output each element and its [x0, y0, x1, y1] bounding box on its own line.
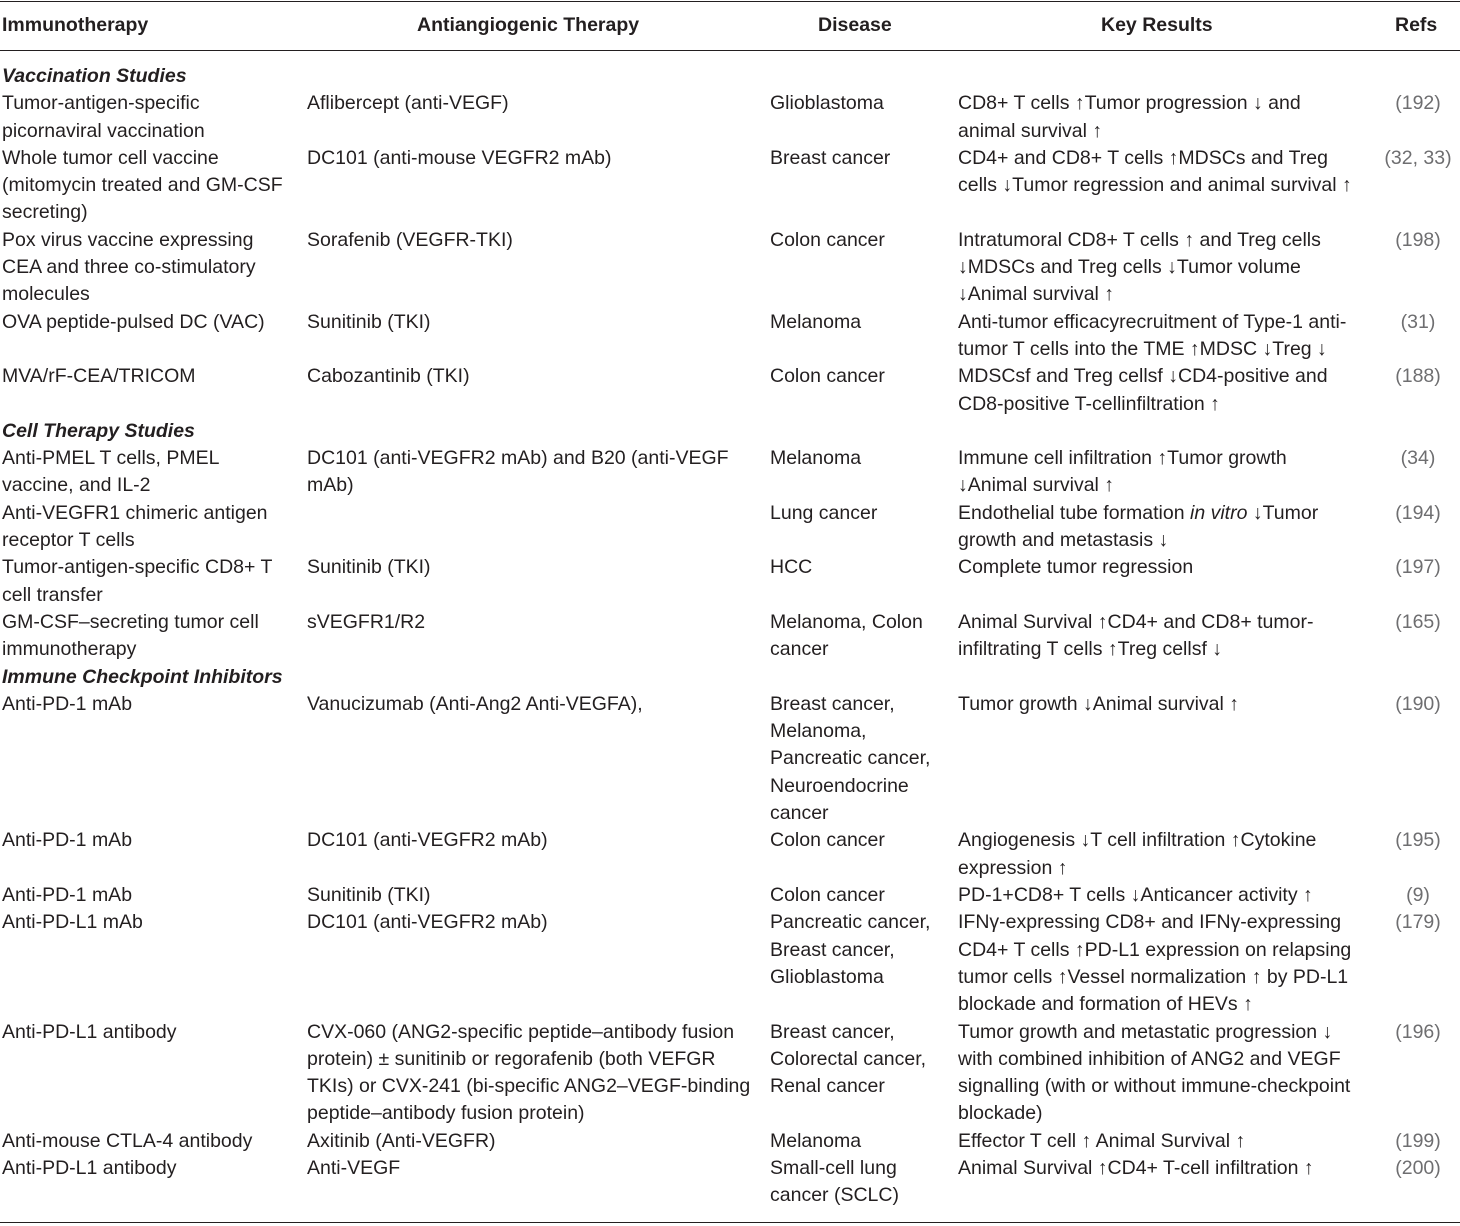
cell-antiangiogenic-therapy	[307, 145, 612, 172]
cell-antiangiogenic-therapy	[307, 827, 548, 854]
cell-disease	[770, 500, 877, 527]
cell-text-line: vaccine, and IL-2	[2, 474, 151, 497]
cell-antiangiogenic-therapy	[307, 882, 431, 909]
cell-text-line: Colon cancer	[770, 228, 885, 251]
cell-text-line: Neuroendocrine	[770, 774, 909, 797]
cell-text-line: Breast cancer,	[770, 938, 895, 961]
cell-antiangiogenic-therapy	[307, 363, 470, 390]
cell-antiangiogenic-therapy	[307, 227, 513, 254]
cell-disease	[770, 909, 930, 991]
cell-refs: (192)	[1395, 92, 1441, 115]
cell-antiangiogenic-therapy	[307, 909, 548, 936]
cell-text-line: cell transfer	[2, 583, 103, 606]
cell-text-line: DC101 (anti-VEGFR2 mAb)	[307, 829, 548, 852]
cell-text-line: Vanucizumab (Anti-Ang2 Anti-VEGFA),	[307, 692, 643, 715]
cell-text-line: Endothelial tube formation in vitro ↓Tumor	[958, 501, 1319, 524]
cell-text-line: DC101 (anti-VEGFR2 mAb) and B20 (anti-VEGF	[307, 447, 729, 470]
cell-text-line: Melanoma,	[770, 720, 867, 743]
cell-text-line: Anti-PMEL T cells, PMEL	[2, 447, 220, 470]
cell-text-line: CD4+ and CD8+ T cells ↑MDSCs and Treg	[958, 146, 1328, 169]
cell-text-line: infiltrating T cells ↑Treg cellsf ↓	[958, 638, 1223, 661]
cell-disease	[770, 554, 812, 581]
cell-text-line: picornaviral vaccination	[2, 119, 205, 142]
cell-key-results	[958, 1155, 1314, 1182]
cell-text-line: Melanoma	[770, 1129, 862, 1152]
cell-disease	[770, 1128, 861, 1155]
cell-text-line: expression ↑	[958, 856, 1068, 879]
cell-refs: (31)	[1400, 310, 1436, 333]
cell-text-line: with combined inhibition of ANG2 and VEGF	[958, 1047, 1341, 1070]
cell-immunotherapy	[2, 227, 256, 309]
cell-text-line: Renal cancer	[770, 1075, 885, 1098]
cell-text-line: tumor cells ↑Vessel normalization ↑ by PD-L1	[958, 965, 1349, 988]
cell-text-line: Small-cell lung	[770, 1157, 897, 1179]
cell-refs: (195)	[1395, 829, 1441, 852]
cell-text-line: cancer	[770, 802, 829, 825]
cell-text-line: receptor T cells	[2, 529, 135, 552]
cell-key-results	[958, 445, 1287, 500]
cell-text-line: Sorafenib (VEGFR-TKI)	[307, 228, 513, 251]
cell-disease	[770, 827, 885, 854]
cell-text-line: Sunitinib (TKI)	[307, 884, 431, 906]
cell-text-line: Colon cancer	[770, 829, 885, 852]
cell-key-results	[958, 90, 1301, 145]
cell-text-line: CD8-positive T-cellinfiltration ↑	[958, 392, 1220, 415]
cell-text-line: Tumor-antigen-specific CD8+ T	[2, 556, 273, 579]
cell-text-line: Melanoma	[770, 447, 862, 470]
cell-text-line: tumor T cells into the TME ↑MDSC ↓Treg ↓	[958, 337, 1327, 360]
cell-text-line: Colon cancer	[770, 884, 885, 906]
cell-text-line: Anti-PD-L1 antibody	[2, 1020, 177, 1043]
cell-refs: (196)	[1395, 1020, 1441, 1043]
cell-disease	[770, 227, 885, 254]
cell-text-line: Anti-PD-1 mAb	[2, 692, 133, 715]
cell-antiangiogenic-therapy	[307, 309, 431, 336]
cell-text-line: protein) ± sunitinib or regorafenib (both VEFGR	[307, 1047, 716, 1070]
cell-text-line: GM-CSF–secreting tumor cell	[2, 611, 259, 633]
cell-text-line: molecules	[2, 283, 90, 306]
cell-immunotherapy	[2, 500, 268, 555]
cell-text-line: MDSCsf and Treg cellsf ↓CD4-positive and	[958, 365, 1328, 388]
cell-text-line: TKIs) or CVX-241 (bi-specific ANG2–VEGF-binding	[307, 1075, 751, 1098]
cell-immunotherapy	[2, 1019, 177, 1046]
cell-text-line: Axitinib (Anti-VEGFR)	[307, 1129, 496, 1152]
cell-text-line: Lung cancer	[770, 501, 878, 524]
cell-text-line: OVA peptide-pulsed DC (VAC)	[2, 310, 265, 333]
cell-immunotherapy	[2, 691, 132, 718]
cell-antiangiogenic-therapy	[307, 90, 509, 117]
cell-text-line: blockade and formation of HEVs ↑	[958, 993, 1253, 1016]
cell-text-line: Cabozantinib (TKI)	[307, 365, 470, 388]
cell-text-line: Anti-tumor efficacyrecruitment of Type-1 anti-	[958, 310, 1347, 333]
cell-text-line: CEA and three co-stimulatory	[2, 256, 256, 279]
cell-refs: (188)	[1395, 365, 1441, 388]
cell-text-line: cells ↓Tumor regression and animal survival ↑	[958, 174, 1352, 197]
cell-refs: (198)	[1395, 228, 1441, 251]
cell-text-line: PD-1+CD8+ T cells ↓Anticancer activity ↑	[958, 884, 1313, 906]
cell-disease	[770, 882, 885, 909]
cell-text-line: ↓Animal survival ↑	[958, 283, 1115, 306]
cell-text-line: Anti-PD-1 mAb	[2, 829, 133, 852]
cell-immunotherapy	[2, 1128, 252, 1155]
cell-antiangiogenic-therapy	[307, 445, 729, 500]
cell-text-line: secreting)	[2, 201, 88, 224]
cell-text-line: CD4+ T cells ↑PD-L1 expression on relapsing	[958, 938, 1352, 961]
cell-refs: (200)	[1395, 1157, 1441, 1179]
cell-text-line: (mitomycin treated and GM-CSF	[2, 174, 283, 197]
cell-text-line: Breast cancer,	[770, 692, 895, 715]
cell-text-line: Angiogenesis ↓T cell infiltration ↑Cytokine	[958, 829, 1317, 852]
section-title: Immune Checkpoint Inhibitors	[2, 665, 283, 688]
cell-disease	[770, 445, 861, 472]
cell-text-line: Tumor growth ↓Animal survival ↑	[958, 692, 1240, 715]
column-header-disease: Disease	[818, 14, 892, 36]
header-rule	[0, 50, 1460, 51]
cell-key-results	[958, 554, 1193, 581]
cell-antiangiogenic-therapy	[307, 609, 425, 636]
cell-text-line: Aflibercept (anti-VEGF)	[307, 92, 509, 115]
cell-key-results	[958, 827, 1316, 882]
cell-immunotherapy	[2, 363, 196, 390]
cell-text-line: Anti-VEGFR1 chimeric antigen	[2, 501, 268, 524]
column-header-refs: Refs	[1395, 14, 1438, 36]
cell-text-line: Colorectal cancer,	[770, 1047, 927, 1070]
cell-key-results	[958, 882, 1313, 909]
cell-immunotherapy	[2, 445, 219, 500]
cell-key-results	[958, 1019, 1350, 1128]
cell-immunotherapy	[2, 1155, 177, 1182]
cell-text-line: CVX-060 (ANG2-specific peptide–antibody fusion	[307, 1020, 735, 1043]
cell-text-line: Sunitinib (TKI)	[307, 556, 431, 579]
cell-text-line: animal survival ↑	[958, 119, 1103, 142]
cell-text-line: cancer	[770, 638, 829, 661]
cell-text-line: Anti-VEGF	[307, 1157, 401, 1179]
cell-text-line: peptide–antibody fusion protein)	[307, 1102, 585, 1125]
cell-text-line: Anti-PD-1 mAb	[2, 884, 133, 906]
cell-immunotherapy	[2, 909, 143, 936]
cell-key-results	[958, 909, 1351, 1018]
cell-text-line: Complete tumor regression	[958, 556, 1194, 579]
cell-antiangiogenic-therapy	[307, 691, 643, 718]
cell-text-line: Sunitinib (TKI)	[307, 310, 431, 333]
cell-text-line: Animal Survival ↑CD4+ and CD8+ tumor-	[958, 611, 1314, 633]
cell-text-line: sVEGFR1/R2	[307, 611, 426, 633]
cell-disease	[770, 145, 890, 172]
cell-key-results	[958, 227, 1321, 309]
cell-immunotherapy	[2, 554, 272, 609]
cell-text-line: Glioblastoma	[770, 965, 884, 988]
cell-text-line: growth and metastasis ↓	[958, 529, 1169, 552]
cell-text-line: blockade)	[958, 1102, 1043, 1125]
column-header-antiangiogenic-therapy: Antiangiogenic Therapy	[417, 14, 640, 36]
cell-immunotherapy	[2, 827, 132, 854]
cell-text-line: Whole tumor cell vaccine	[2, 146, 219, 169]
cell-text-line: Glioblastoma	[770, 92, 884, 115]
cell-text-line: Tumor-antigen-specific	[2, 92, 200, 115]
column-header-key-results: Key Results	[1101, 14, 1213, 36]
cell-refs: (179)	[1395, 911, 1441, 934]
cell-text-line: ↓MDSCs and Treg cells ↓Tumor volume	[958, 256, 1301, 279]
cell-text-line: DC101 (anti-mouse VEGFR2 mAb)	[307, 146, 612, 169]
bottom-rule	[0, 1222, 1460, 1223]
cell-text-line: Pancreatic cancer,	[770, 747, 931, 770]
cell-refs: (34)	[1400, 447, 1436, 470]
cell-refs: (32, 33)	[1384, 146, 1452, 169]
cell-text-line: Melanoma, Colon	[770, 611, 923, 633]
cell-immunotherapy	[2, 309, 265, 336]
cell-text-line: immunotherapy	[2, 638, 137, 661]
cell-text-line: Anti-PD-L1 mAb	[2, 911, 143, 934]
cell-text-line: Melanoma	[770, 310, 862, 333]
cell-text-line: Pox virus vaccine expressing	[2, 228, 254, 251]
cell-text-line: HCC	[770, 556, 813, 579]
cell-text-line: Pancreatic cancer,	[770, 911, 931, 934]
cell-key-results	[958, 691, 1239, 718]
cell-key-results	[958, 500, 1318, 555]
cell-disease	[770, 609, 923, 664]
cell-text-line: mAb)	[307, 474, 354, 497]
cell-refs: (190)	[1395, 692, 1441, 715]
cell-antiangiogenic-therapy	[307, 554, 431, 581]
cell-immunotherapy	[2, 882, 132, 909]
cell-key-results	[958, 363, 1328, 418]
cell-text-line: IFNγ-expressing CD8+ and IFNγ-expressing	[958, 911, 1342, 934]
cell-text-line: Intratumoral CD8+ T cells ↑ and Treg cells	[958, 228, 1321, 251]
cell-disease	[770, 1019, 926, 1101]
cell-text-line: Colon cancer	[770, 365, 885, 388]
cell-antiangiogenic-therapy	[307, 1128, 496, 1155]
cell-key-results	[958, 145, 1352, 200]
cell-refs: (199)	[1395, 1129, 1441, 1152]
top-rule	[0, 1, 1460, 2]
cell-text-line: DC101 (anti-VEGFR2 mAb)	[307, 911, 548, 934]
cell-text-line: Anti-mouse CTLA-4 antibody	[2, 1129, 253, 1152]
cell-disease	[770, 1155, 899, 1210]
cell-text-line: ↓Animal survival ↑	[958, 474, 1115, 497]
cell-disease	[770, 363, 885, 390]
cell-text-line: Effector T cell ↑ Animal Survival ↑	[958, 1129, 1246, 1152]
cell-text-line: Breast cancer,	[770, 1020, 895, 1043]
cell-disease	[770, 691, 930, 827]
cell-disease	[770, 309, 861, 336]
column-header-immunotherapy: Immunotherapy	[2, 14, 149, 36]
cell-key-results	[958, 609, 1313, 664]
cell-disease	[770, 90, 884, 117]
cell-immunotherapy	[2, 609, 259, 664]
cell-text-line: Immune cell infiltration ↑Tumor growth	[958, 447, 1287, 470]
cell-text-line: Animal Survival ↑CD4+ T-cell infiltration ↑	[958, 1157, 1314, 1179]
cell-text-line: signalling (with or without immune-checkpoint	[958, 1075, 1351, 1098]
cell-text-line: cancer (SCLC)	[770, 1184, 899, 1207]
cell-key-results	[958, 309, 1346, 364]
cell-key-results	[958, 1128, 1245, 1155]
section-title: Cell Therapy Studies	[2, 419, 195, 442]
section-title: Vaccination Studies	[2, 65, 187, 87]
cell-refs: (197)	[1395, 556, 1441, 579]
cell-text-line: CD8+ T cells ↑Tumor progression ↓ and	[958, 92, 1301, 115]
cell-antiangiogenic-therapy	[307, 1155, 400, 1182]
cell-text-line: Tumor growth and metastatic progression ↓	[958, 1020, 1333, 1043]
cell-text-line: MVA/rF-CEA/TRICOM	[2, 365, 196, 388]
cell-text-line: Anti-PD-L1 antibody	[2, 1157, 177, 1179]
cell-text-line: Breast cancer	[770, 146, 891, 169]
cell-immunotherapy	[2, 145, 283, 227]
cell-refs: (9)	[1406, 884, 1430, 906]
cell-antiangiogenic-therapy	[307, 1019, 750, 1128]
cell-immunotherapy	[2, 90, 205, 145]
cell-refs: (194)	[1395, 501, 1441, 524]
cell-refs: (165)	[1395, 611, 1441, 633]
